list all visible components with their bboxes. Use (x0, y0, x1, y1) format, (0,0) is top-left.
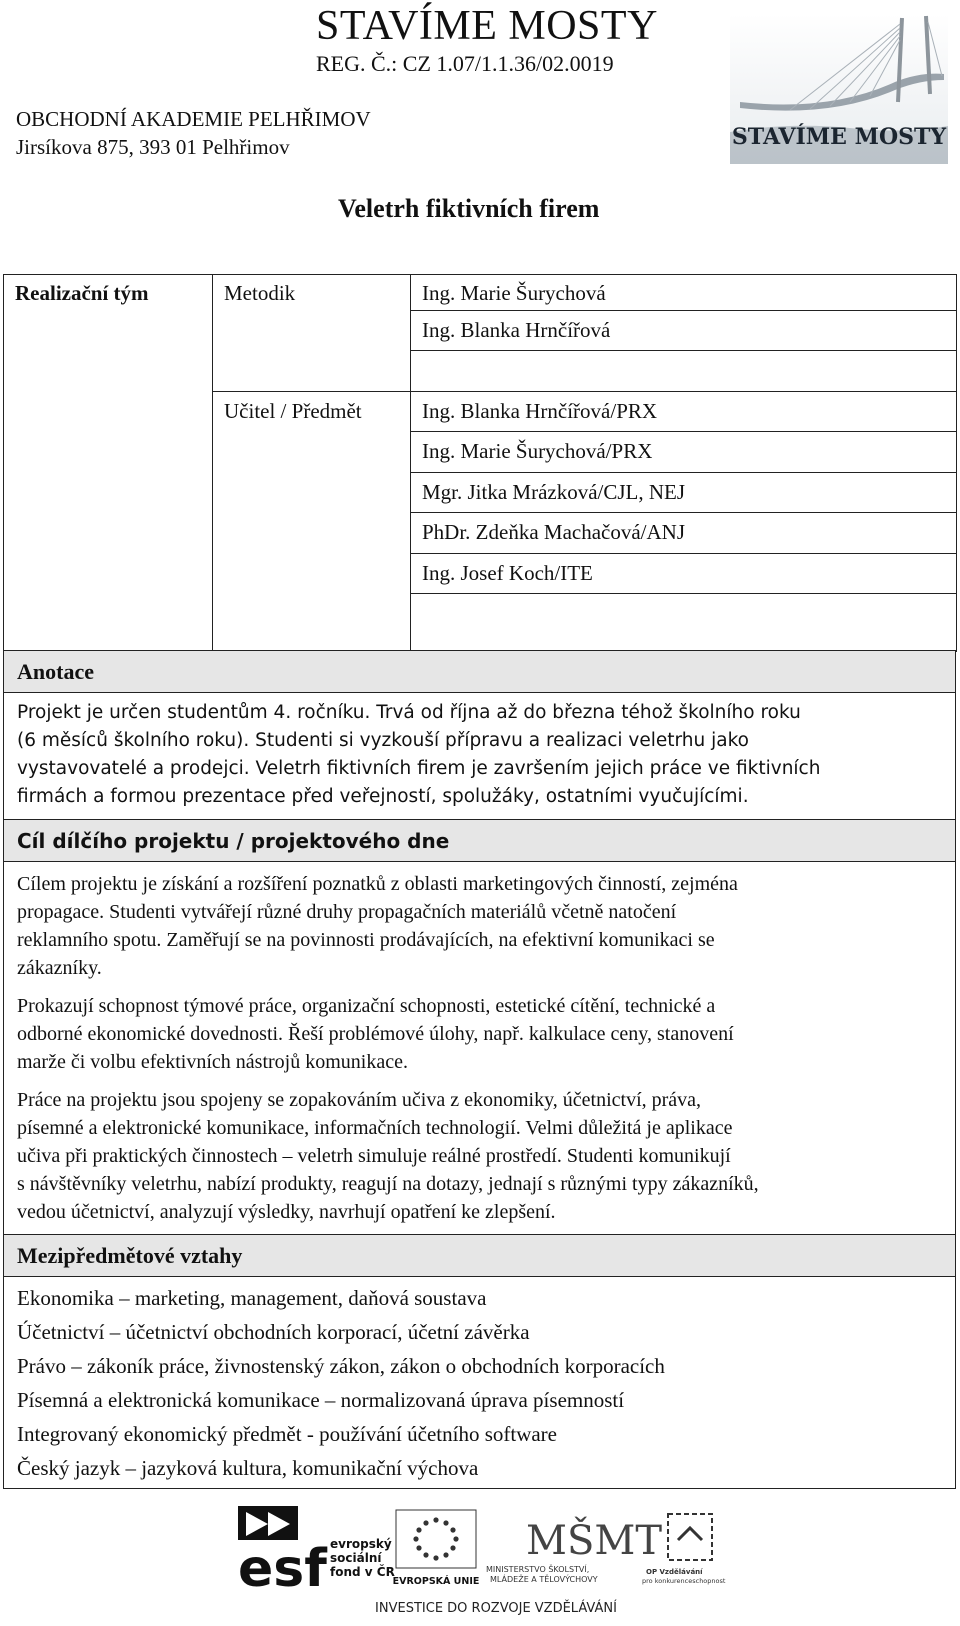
annotation-heading: Anotace (4, 651, 955, 693)
registration-number: REG. Č.: CZ 1.07/1.1.36/02.0019 (316, 51, 614, 76)
goal-line: Prokazují schopnost týmové práce, organizační schopnosti, estetické cítění, technické a (17, 995, 716, 1017)
annotation-line: (6 měsíců školního roku). Studenti si vyzkouší přípravu a realizaci veletrhu jako (17, 730, 749, 751)
methodik-name: Ing. Marie Šurychová (422, 281, 606, 305)
goal-line: s návštěvníky veletrhu, nabízí produkty, reagují na dotazy, jednají s různými typy zákazníků, (17, 1173, 759, 1195)
goal-line: zákazníky. (17, 957, 102, 979)
relations-item: Písemná a elektronická komunikace – normalizovaná úprava písemností (17, 1388, 625, 1412)
teacher-name: Ing. Josef Koch/ITE (422, 561, 593, 585)
annotation-body (4, 693, 955, 815)
relations-item: Integrovaný ekonomický předmět - používání účetního software (17, 1422, 557, 1446)
teacher-name: PhDr. Zdeňka Machačová/ANJ (422, 520, 686, 544)
goal-line: odborné ekonomické dovednosti. Řeší problémové úlohy, např. kalkulace ceny, stanovení (17, 1023, 734, 1045)
teacher-name: Ing. Marie Šurychová/PRX (422, 439, 653, 463)
goal-paragraph (17, 1086, 942, 1226)
event-title: Veletrh fiktivních firem (338, 194, 600, 223)
footer-logos (238, 1500, 758, 1618)
annotation-section (3, 650, 956, 820)
goal-body (4, 862, 955, 1240)
relations-item: Ekonomika – marketing, management, daňová soustava (17, 1286, 487, 1310)
goal-line: Práce na projektu jsou spojeny se zopakováním učiva z ekonomiky, účetnictví, práva, (17, 1089, 702, 1111)
goal-paragraph (17, 870, 942, 982)
teacher-name: Mgr. Jitka Mrázková/CJL, NEJ (422, 480, 686, 504)
goal-line: písemné a elektronické komunikace, informačních technologií. Velmi důležitá je aplikace (17, 1117, 733, 1139)
goal-line: vedou účetnictví, analyzují výsledky, navrhují opatření ke zlepšení. (17, 1201, 556, 1223)
goal-heading: Cíl dílčího projektu / projektového dne (4, 820, 955, 862)
relations-item: Účetnictví – účetnictví obchodních korporací, účetní závěrka (17, 1320, 530, 1344)
annotation-line: firmách a formou prezentace před veřejností, spolužáky, ostatními vyučujícími. (17, 786, 749, 807)
goal-paragraph (17, 992, 942, 1076)
msmt-logo (486, 1517, 662, 1584)
logo-text: STAVÍME MOSTY (731, 124, 947, 150)
msmt-text-line: MINISTERSTVO ŠKOLSTVÍ, (486, 1565, 590, 1574)
goal-line: marže či volbu efektivních nástrojů komunikace. (17, 1051, 408, 1073)
goal-line: propagace. Studenti vytvářejí různé druhy propagačních materiálů včetně natočení (17, 901, 677, 923)
svg-text:esf: esf (238, 1539, 327, 1599)
goal-line: reklamního spotu. Zaměřují se na povinnosti prodávajících, na efektivní komunikaci se (17, 929, 715, 951)
esf-text-line: fond v ČR (330, 1565, 395, 1579)
eu-flag (393, 1510, 480, 1587)
relations-heading: Mezipředmětové vztahy (4, 1235, 955, 1277)
footer-slogan: INVESTICE DO ROZVOJE VZDĚLÁVÁNÍ (375, 1601, 617, 1616)
goal-line: Cílem projektu je získání a rozšíření poznatků z oblasti marketingových činností, zejména (17, 873, 738, 895)
esf-logo (238, 1506, 395, 1599)
school-name: OBCHODNÍ AKADEMIE PELHŘIMOV (16, 107, 371, 131)
goal-section (3, 819, 956, 1235)
goal-line: učiva při praktických činnostech – veletrh simuluje reálné prostředí. Studenti komunikují (17, 1145, 731, 1167)
teachers-label: Učitel / Předmět (224, 399, 362, 423)
methodik-label: Metodik (224, 281, 296, 305)
esf-text-line: sociální (330, 1551, 382, 1565)
project-title: STAVÍME MOSTY (316, 3, 658, 49)
relations-list (4, 1277, 955, 1489)
relations-item: Právo – zákoník práce, živnostenský zákon, zákon o obchodních korporacích (17, 1354, 665, 1378)
team-table (3, 274, 957, 652)
op-text-line: pro konkurenceschopnost (642, 1577, 726, 1585)
team-label: Realizační tým (15, 281, 149, 305)
bridge-logo (730, 14, 948, 164)
op-text-line: OP Vzdělávání (646, 1568, 703, 1576)
eu-text: EVROPSKÁ UNIE (392, 1576, 480, 1587)
msmt-text-line: MLÁDEŽE A TĚLOVÝCHOVY (490, 1575, 598, 1584)
relations-item: Český jazyk – jazyková kultura, komunikační výchova (17, 1456, 479, 1480)
svg-text:MŠMT: MŠMT (526, 1518, 662, 1564)
annotation-line: vystavovatelé a prodejci. Veletrh fiktivních firem je završením jejich práce ve fiktivních (17, 758, 821, 779)
methodik-name: Ing. Blanka Hrnčířová (422, 318, 611, 342)
relations-section (3, 1234, 956, 1489)
annotation-line: Projekt je určen studentům 4. ročníku. Trvá od října až do března téhož školního roku (17, 702, 801, 723)
esf-text-line: evropský (330, 1537, 392, 1551)
teacher-name: Ing. Blanka Hrnčířová/PRX (422, 399, 658, 423)
school-address: Jirsíkova 875, 393 01 Pelhřimov (16, 135, 290, 159)
